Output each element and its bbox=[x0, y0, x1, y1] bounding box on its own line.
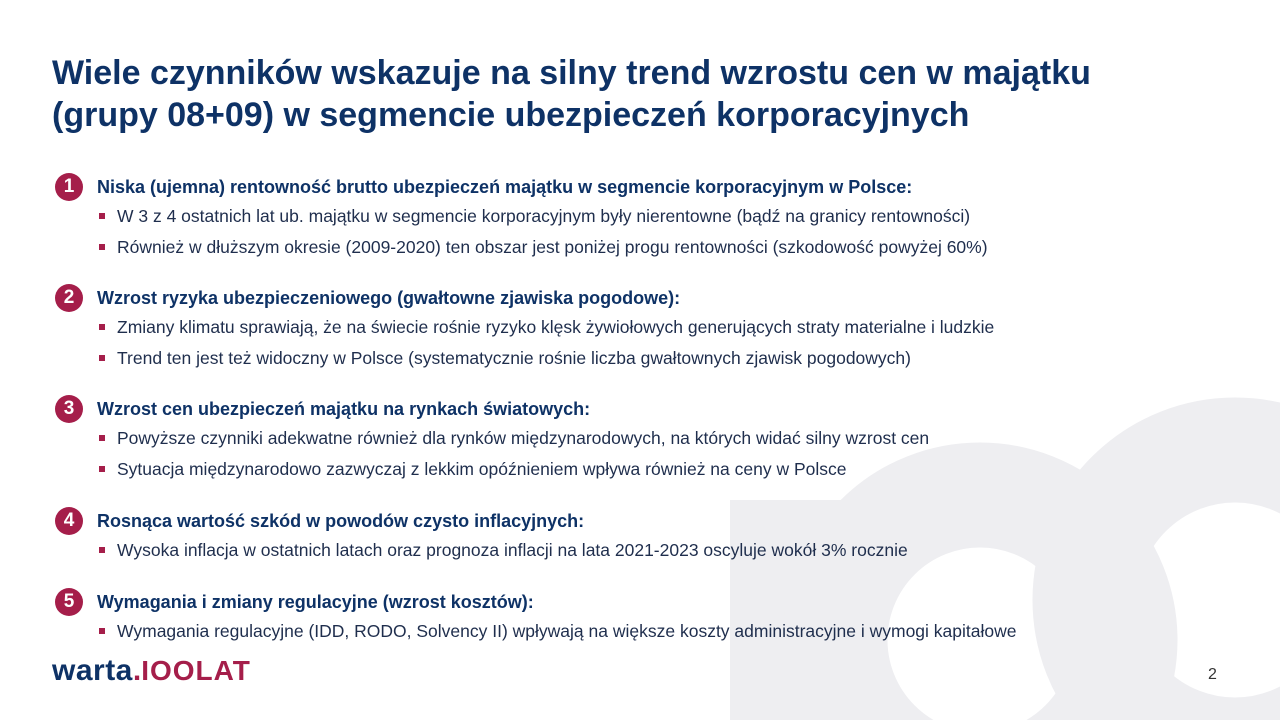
number-badge: 4 bbox=[55, 507, 83, 535]
bullet-item bbox=[99, 616, 1016, 647]
section-header bbox=[55, 507, 908, 535]
square-bullet-icon bbox=[99, 324, 105, 330]
bullet-text: Wymagania regulacyjne (IDD, RODO, Solvency II) wpływają na większe koszty administracyjne i wymogi kapitałowe bbox=[117, 621, 1017, 641]
bullet-item bbox=[99, 535, 908, 566]
warta-100-lat-logo bbox=[52, 654, 251, 690]
section-title: Wzrost ryzyka ubezpieczeniowego (gwałtowne zjawiska pogodowe): bbox=[97, 287, 681, 308]
title-line: Wiele czynników wskazuje na silny trend wzrostu cen w majątku bbox=[52, 54, 1091, 92]
bullet-item bbox=[99, 423, 929, 454]
logo-brand: warta bbox=[52, 654, 133, 687]
bullet-item bbox=[99, 201, 988, 232]
bullet-text: Trend ten jest też widoczny w Polsce (systematycznie rośnie liczba gwałtownych zjawisk pogodowych) bbox=[117, 348, 911, 368]
factor-section-5 bbox=[55, 588, 1016, 647]
section-title: Wymagania i zmiany regulacyjne (wzrost kosztów): bbox=[97, 591, 534, 612]
bullet-item bbox=[99, 312, 994, 343]
square-bullet-icon bbox=[99, 355, 105, 361]
number-badge: 5 bbox=[55, 588, 83, 616]
factor-section-2 bbox=[55, 284, 994, 374]
square-bullet-icon bbox=[99, 244, 105, 250]
section-title: Rosnąca wartość szkód w powodów czysto inflacyjnych: bbox=[97, 510, 585, 531]
bullet-text: W 3 z 4 ostatnich lat ub. majątku w segmencie korporacyjnym były nierentowne (bądź na granicy rentowności) bbox=[117, 206, 971, 226]
section-title: Wzrost cen ubezpieczeń majątku na rynkach światowych: bbox=[97, 398, 591, 419]
section-header bbox=[55, 395, 929, 423]
factor-section-1 bbox=[55, 173, 988, 263]
bullet-text: Powyższe czynniki adekwatne również dla rynków międzynarodowych, na których widać silny wzrost cen bbox=[117, 428, 930, 448]
number-badge: 3 bbox=[55, 395, 83, 423]
bullet-item bbox=[99, 454, 929, 485]
square-bullet-icon bbox=[99, 547, 105, 553]
bullet-text: Zmiany klimatu sprawiają, że na świecie rośnie ryzyko klęsk żywiołowych generujących straty materialne i ludzkie bbox=[117, 317, 995, 337]
bullet-item bbox=[99, 343, 994, 374]
bullet-text: Wysoka inflacja w ostatnich latach oraz prognoza inflacji na lata 2021-2023 oscyluje wokół 3% rocznie bbox=[117, 540, 908, 560]
logo-suffix: IOOLAT bbox=[141, 655, 251, 686]
bullet-item bbox=[99, 232, 988, 263]
bullet-text: Sytuacja międzynarodowo zazwyczaj z lekkim opóźnieniem wpływa również na ceny w Polsce bbox=[117, 459, 847, 479]
factor-section-3 bbox=[55, 395, 929, 485]
logo-dot: . bbox=[132, 654, 142, 687]
bullet-text: Również w dłuższym okresie (2009-2020) ten obszar jest poniżej progu rentowności (szkodowość powyżej 60%) bbox=[117, 237, 988, 257]
number-badge: 2 bbox=[55, 284, 83, 312]
number-badge: 1 bbox=[55, 173, 83, 201]
section-header bbox=[55, 588, 1016, 616]
square-bullet-icon bbox=[99, 435, 105, 441]
section-header bbox=[55, 284, 994, 312]
watermark-digit-zero-2 bbox=[1085, 450, 1280, 720]
section-title: Niska (ujemna) rentowność brutto ubezpieczeń majątku w segmencie korporacyjnym w Polsce: bbox=[97, 176, 913, 197]
square-bullet-icon bbox=[99, 628, 105, 634]
square-bullet-icon bbox=[99, 213, 105, 219]
section-header bbox=[55, 173, 988, 201]
page-number: 2 bbox=[1208, 666, 1217, 683]
factor-section-4 bbox=[55, 507, 908, 566]
square-bullet-icon bbox=[99, 466, 105, 472]
title-line: (grupy 08+09) w segmencie ubezpieczeń korporacyjnych bbox=[52, 96, 970, 134]
page-title bbox=[52, 52, 1232, 136]
